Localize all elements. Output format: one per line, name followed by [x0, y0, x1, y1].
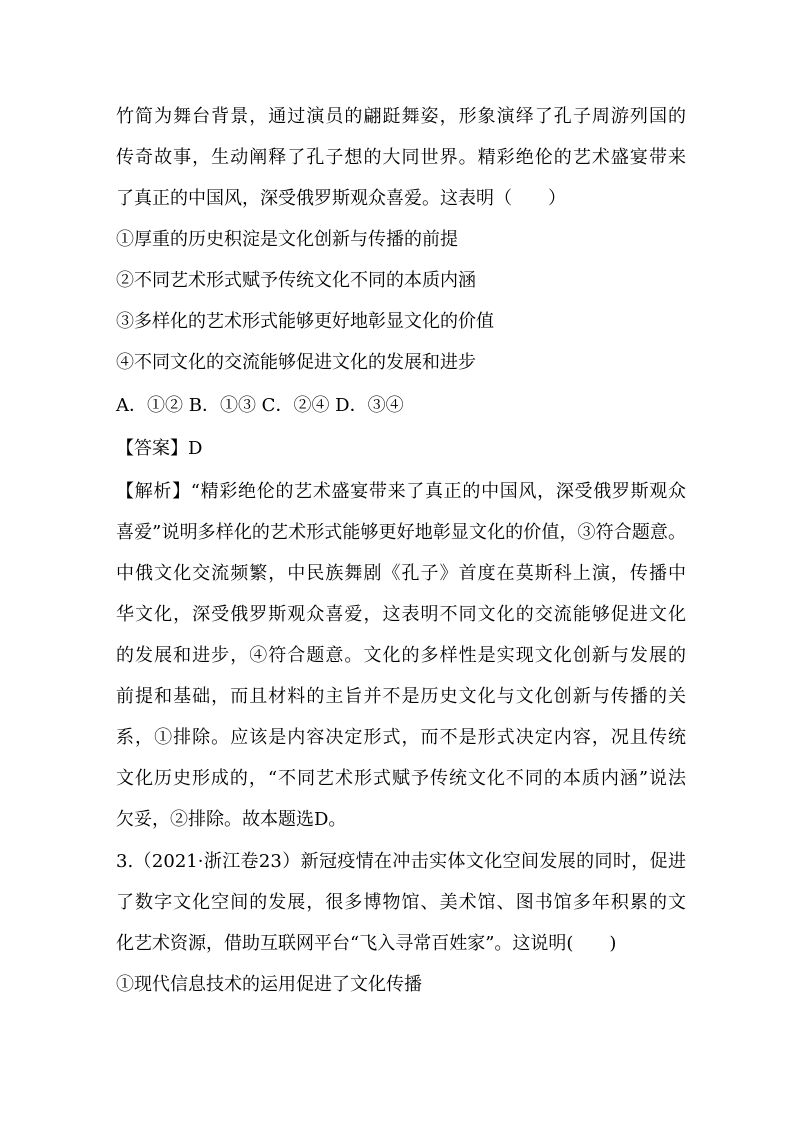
q2-option-1: ①厚重的历史积淀是文化创新与传播的前提	[116, 229, 458, 250]
q3-stem-line-1: 3.（2021·浙江卷23）新冠疫情在冲击实体文化空间发展的同时，促进	[116, 851, 686, 872]
q2-stem-line-3: 了真正的中国风，深受俄罗斯观众喜爱。这表明（ ）	[116, 188, 566, 209]
q2-analysis-line-8: 文化历史形成的，“不同艺术形式赋予传统文化不同的本质内涵”说法	[116, 768, 686, 789]
q2-option-3: ③多样化的艺术形式能够更好地彰显文化的价值	[116, 311, 494, 332]
q2-analysis-line-3: 中俄文化交流频繁，中民族舞剧《孔子》首度在莫斯科上演，传播中	[116, 563, 686, 584]
q2-analysis-line-6: 前提和基础，而且材料的主旨并不是历史文化与文化创新与传播的关	[116, 686, 686, 707]
q2-option-2: ②不同艺术形式赋予传统文化不同的本质内涵	[116, 270, 476, 291]
q2-stem-line-2: 传奇故事，生动阐释了孔子想的大同世界。精彩绝伦的艺术盛宴带来	[116, 147, 686, 168]
q3-stem-line-3: 化艺术资源，借助互联网平台“飞入寻常百姓家”。这说明( )	[116, 933, 617, 954]
q2-analysis-line-7: 系，①排除。应该是内容决定形式，而不是形式决定内容，况且传统	[116, 727, 686, 748]
q3-option-1: ①现代信息技术的运用促进了文化传播	[116, 974, 422, 995]
q2-stem-line-1: 竹简为舞台背景，通过演员的翩跹舞姿，形象演绎了孔子周游列国的	[116, 106, 686, 127]
q2-analysis-line-1: 【解析】“精彩绝伦的艺术盛宴带来了真正的中国风，深受俄罗斯观众	[116, 481, 686, 502]
q2-analysis-line-4: 华文化，深受俄罗斯观众喜爱，这表明不同文化的交流能够促进文化	[116, 604, 686, 625]
q2-analysis-line-5: 的发展和进步，④符合题意。文化的多样性是实现文化创新与发展的	[116, 645, 686, 666]
q3-stem-line-2: 了数字文化空间的发展，很多博物馆、美术馆、图书馆多年积累的文	[116, 892, 686, 913]
q2-option-4: ④不同文化的交流能够促进文化的发展和进步	[116, 352, 476, 373]
q2-analysis-line-2: 喜爱”说明多样化的艺术形式能够更好地彰显文化的价值，③符合题意。	[116, 522, 686, 543]
q2-answer: 【答案】D	[116, 438, 203, 459]
q2-choices: A．①② B．①③ C．②④ D．③④	[116, 395, 404, 416]
q2-analysis-line-9: 欠妥，②排除。故本题选D。	[116, 809, 347, 830]
